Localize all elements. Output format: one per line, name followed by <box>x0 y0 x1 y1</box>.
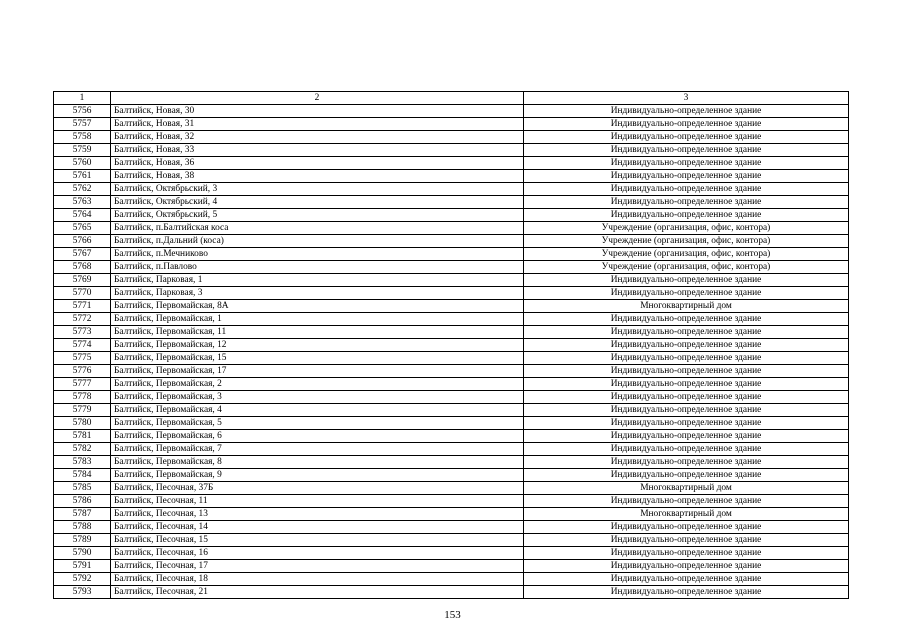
table-row <box>54 118 849 131</box>
row-number-cell: 5786 <box>54 495 111 508</box>
header-col-1: 1 <box>54 92 111 105</box>
row-number-cell: 5783 <box>54 456 111 469</box>
address-cell: Балтийск, Новая, 33 <box>111 144 524 157</box>
object-type-cell: Учреждение (организация, офис, контора) <box>524 248 849 261</box>
address-cell: Балтийск, Песочная, 21 <box>111 586 524 599</box>
table-row <box>54 339 849 352</box>
row-number-cell: 5757 <box>54 118 111 131</box>
table-row <box>54 560 849 573</box>
table-row <box>54 573 849 586</box>
header-col-3: 3 <box>524 92 849 105</box>
object-type-cell: Индивидуально-определенное здание <box>524 105 849 118</box>
table-row <box>54 352 849 365</box>
address-cell: Балтийск, Песочная, 18 <box>111 573 524 586</box>
table-row <box>54 222 849 235</box>
row-number-cell: 5782 <box>54 443 111 456</box>
table-row <box>54 287 849 300</box>
object-type-cell: Индивидуально-определенное здание <box>524 404 849 417</box>
address-cell: Балтийск, Парковая, 3 <box>111 287 524 300</box>
table-row <box>54 508 849 521</box>
row-number-cell: 5762 <box>54 183 111 196</box>
object-type-cell: Учреждение (организация, офис, контора) <box>524 261 849 274</box>
address-cell: Балтийск, Песочная, 17 <box>111 560 524 573</box>
row-number-cell: 5777 <box>54 378 111 391</box>
object-type-cell: Индивидуально-определенное здание <box>524 443 849 456</box>
address-cell: Балтийск, Новая, 30 <box>111 105 524 118</box>
object-type-cell: Индивидуально-определенное здание <box>524 274 849 287</box>
table-row <box>54 326 849 339</box>
row-number-cell: 5790 <box>54 547 111 560</box>
table-row <box>54 183 849 196</box>
object-type-cell: Индивидуально-определенное здание <box>524 365 849 378</box>
table-row <box>54 586 849 599</box>
object-type-cell: Многоквартирный дом <box>524 508 849 521</box>
address-cell: Балтийск, Первомайская, 17 <box>111 365 524 378</box>
row-number-cell: 5767 <box>54 248 111 261</box>
address-cell: Балтийск, Песочная, 14 <box>111 521 524 534</box>
object-type-cell: Индивидуально-определенное здание <box>524 417 849 430</box>
row-number-cell: 5770 <box>54 287 111 300</box>
address-cell: Балтийск, Новая, 32 <box>111 131 524 144</box>
address-cell: Балтийск, Первомайская, 2 <box>111 378 524 391</box>
table-row <box>54 417 849 430</box>
table-row <box>54 313 849 326</box>
table-row <box>54 261 849 274</box>
address-cell: Балтийск, Первомайская, 12 <box>111 339 524 352</box>
row-number-cell: 5792 <box>54 573 111 586</box>
object-type-cell: Индивидуально-определенное здание <box>524 586 849 599</box>
table-row <box>54 144 849 157</box>
table-row <box>54 365 849 378</box>
row-number-cell: 5793 <box>54 586 111 599</box>
row-number-cell: 5789 <box>54 534 111 547</box>
address-cell: Балтийск, Первомайская, 11 <box>111 326 524 339</box>
table-row <box>54 170 849 183</box>
address-cell: Балтийск, Октябрьский, 3 <box>111 183 524 196</box>
table-row <box>54 378 849 391</box>
object-type-cell: Учреждение (организация, офис, контора) <box>524 222 849 235</box>
object-type-cell: Многоквартирный дом <box>524 482 849 495</box>
address-cell: Балтийск, Первомайская, 3 <box>111 391 524 404</box>
row-number-cell: 5776 <box>54 365 111 378</box>
table-row <box>54 430 849 443</box>
object-type-cell: Индивидуально-определенное здание <box>524 313 849 326</box>
object-type-cell: Индивидуально-определенное здание <box>524 339 849 352</box>
object-type-cell: Индивидуально-определенное здание <box>524 209 849 222</box>
address-cell: Балтийск, п.Балтийская коса <box>111 222 524 235</box>
address-cell: Балтийск, п.Павлово <box>111 261 524 274</box>
object-type-cell: Индивидуально-определенное здание <box>524 547 849 560</box>
row-number-cell: 5781 <box>54 430 111 443</box>
row-number-cell: 5772 <box>54 313 111 326</box>
table-row <box>54 105 849 118</box>
page-number: 153 <box>444 609 461 621</box>
address-cell: Балтийск, Первомайская, 15 <box>111 352 524 365</box>
row-number-cell: 5766 <box>54 235 111 248</box>
object-type-cell: Индивидуально-определенное здание <box>524 118 849 131</box>
address-cell: Балтийск, п.Мечниково <box>111 248 524 261</box>
row-number-cell: 5788 <box>54 521 111 534</box>
address-cell: Балтийск, Первомайская, 1 <box>111 313 524 326</box>
address-cell: Балтийск, Первомайская, 4 <box>111 404 524 417</box>
table-row <box>54 157 849 170</box>
table-row <box>54 404 849 417</box>
object-type-cell: Индивидуально-определенное здание <box>524 534 849 547</box>
row-number-cell: 5765 <box>54 222 111 235</box>
table-row <box>54 391 849 404</box>
row-number-cell: 5787 <box>54 508 111 521</box>
address-cell: Балтийск, Первомайская, 5 <box>111 417 524 430</box>
object-type-cell: Индивидуально-определенное здание <box>524 495 849 508</box>
address-cell: Балтийск, Песочная, 11 <box>111 495 524 508</box>
object-type-cell: Индивидуально-определенное здание <box>524 560 849 573</box>
table-row <box>54 534 849 547</box>
object-type-cell: Индивидуально-определенное здание <box>524 352 849 365</box>
table-row <box>54 196 849 209</box>
table-row <box>54 443 849 456</box>
object-type-cell: Индивидуально-определенное здание <box>524 456 849 469</box>
address-cell: Балтийск, Песочная, 13 <box>111 508 524 521</box>
table-row <box>54 482 849 495</box>
row-number-cell: 5758 <box>54 131 111 144</box>
row-number-cell: 5785 <box>54 482 111 495</box>
registry-table <box>53 91 849 599</box>
object-type-cell: Индивидуально-определенное здание <box>524 157 849 170</box>
row-number-cell: 5761 <box>54 170 111 183</box>
row-number-cell: 5791 <box>54 560 111 573</box>
address-cell: Балтийск, Первомайская, 8 <box>111 456 524 469</box>
object-type-cell: Многоквартирный дом <box>524 300 849 313</box>
row-number-cell: 5775 <box>54 352 111 365</box>
object-type-cell: Индивидуально-определенное здание <box>524 287 849 300</box>
address-cell: Балтийск, Новая, 31 <box>111 118 524 131</box>
address-cell: Балтийск, Песочная, 16 <box>111 547 524 560</box>
row-number-cell: 5759 <box>54 144 111 157</box>
address-cell: Балтийск, Парковая, 1 <box>111 274 524 287</box>
object-type-cell: Индивидуально-определенное здание <box>524 326 849 339</box>
address-cell: Балтийск, Новая, 36 <box>111 157 524 170</box>
object-type-cell: Индивидуально-определенное здание <box>524 378 849 391</box>
address-cell: Балтийск, Первомайская, 6 <box>111 430 524 443</box>
header-row <box>54 92 849 105</box>
object-type-cell: Индивидуально-определенное здание <box>524 196 849 209</box>
table-row <box>54 495 849 508</box>
registry-table-body <box>54 92 849 599</box>
object-type-cell: Учреждение (организация, офис, контора) <box>524 235 849 248</box>
address-cell: Балтийск, Октябрьский, 5 <box>111 209 524 222</box>
row-number-cell: 5780 <box>54 417 111 430</box>
row-number-cell: 5774 <box>54 339 111 352</box>
row-number-cell: 5779 <box>54 404 111 417</box>
address-cell: Балтийск, Песочная, 15 <box>111 534 524 547</box>
table-row <box>54 235 849 248</box>
table-row <box>54 131 849 144</box>
row-number-cell: 5784 <box>54 469 111 482</box>
row-number-cell: 5768 <box>54 261 111 274</box>
table-row <box>54 300 849 313</box>
row-number-cell: 5778 <box>54 391 111 404</box>
address-cell: Балтийск, Песочная, 37Б <box>111 482 524 495</box>
address-cell: Балтийск, п.Дальний (коса) <box>111 235 524 248</box>
object-type-cell: Индивидуально-определенное здание <box>524 183 849 196</box>
address-cell: Балтийск, Октябрьский, 4 <box>111 196 524 209</box>
row-number-cell: 5764 <box>54 209 111 222</box>
object-type-cell: Индивидуально-определенное здание <box>524 391 849 404</box>
object-type-cell: Индивидуально-определенное здание <box>524 131 849 144</box>
table-row <box>54 209 849 222</box>
table-row <box>54 469 849 482</box>
object-type-cell: Индивидуально-определенное здание <box>524 469 849 482</box>
object-type-cell: Индивидуально-определенное здание <box>524 170 849 183</box>
row-number-cell: 5771 <box>54 300 111 313</box>
object-type-cell: Индивидуально-определенное здание <box>524 521 849 534</box>
row-number-cell: 5756 <box>54 105 111 118</box>
address-cell: Балтийск, Первомайская, 9 <box>111 469 524 482</box>
address-cell: Балтийск, Первомайская, 8А <box>111 300 524 313</box>
object-type-cell: Индивидуально-определенное здание <box>524 573 849 586</box>
object-type-cell: Индивидуально-определенное здание <box>524 144 849 157</box>
table-row <box>54 547 849 560</box>
row-number-cell: 5763 <box>54 196 111 209</box>
address-cell: Балтийск, Первомайская, 7 <box>111 443 524 456</box>
row-number-cell: 5773 <box>54 326 111 339</box>
table-row <box>54 248 849 261</box>
object-type-cell: Индивидуально-определенное здание <box>524 430 849 443</box>
row-number-cell: 5760 <box>54 157 111 170</box>
table-row <box>54 456 849 469</box>
address-cell: Балтийск, Новая, 38 <box>111 170 524 183</box>
row-number-cell: 5769 <box>54 274 111 287</box>
table-row <box>54 274 849 287</box>
header-col-2: 2 <box>111 92 524 105</box>
table-row <box>54 521 849 534</box>
